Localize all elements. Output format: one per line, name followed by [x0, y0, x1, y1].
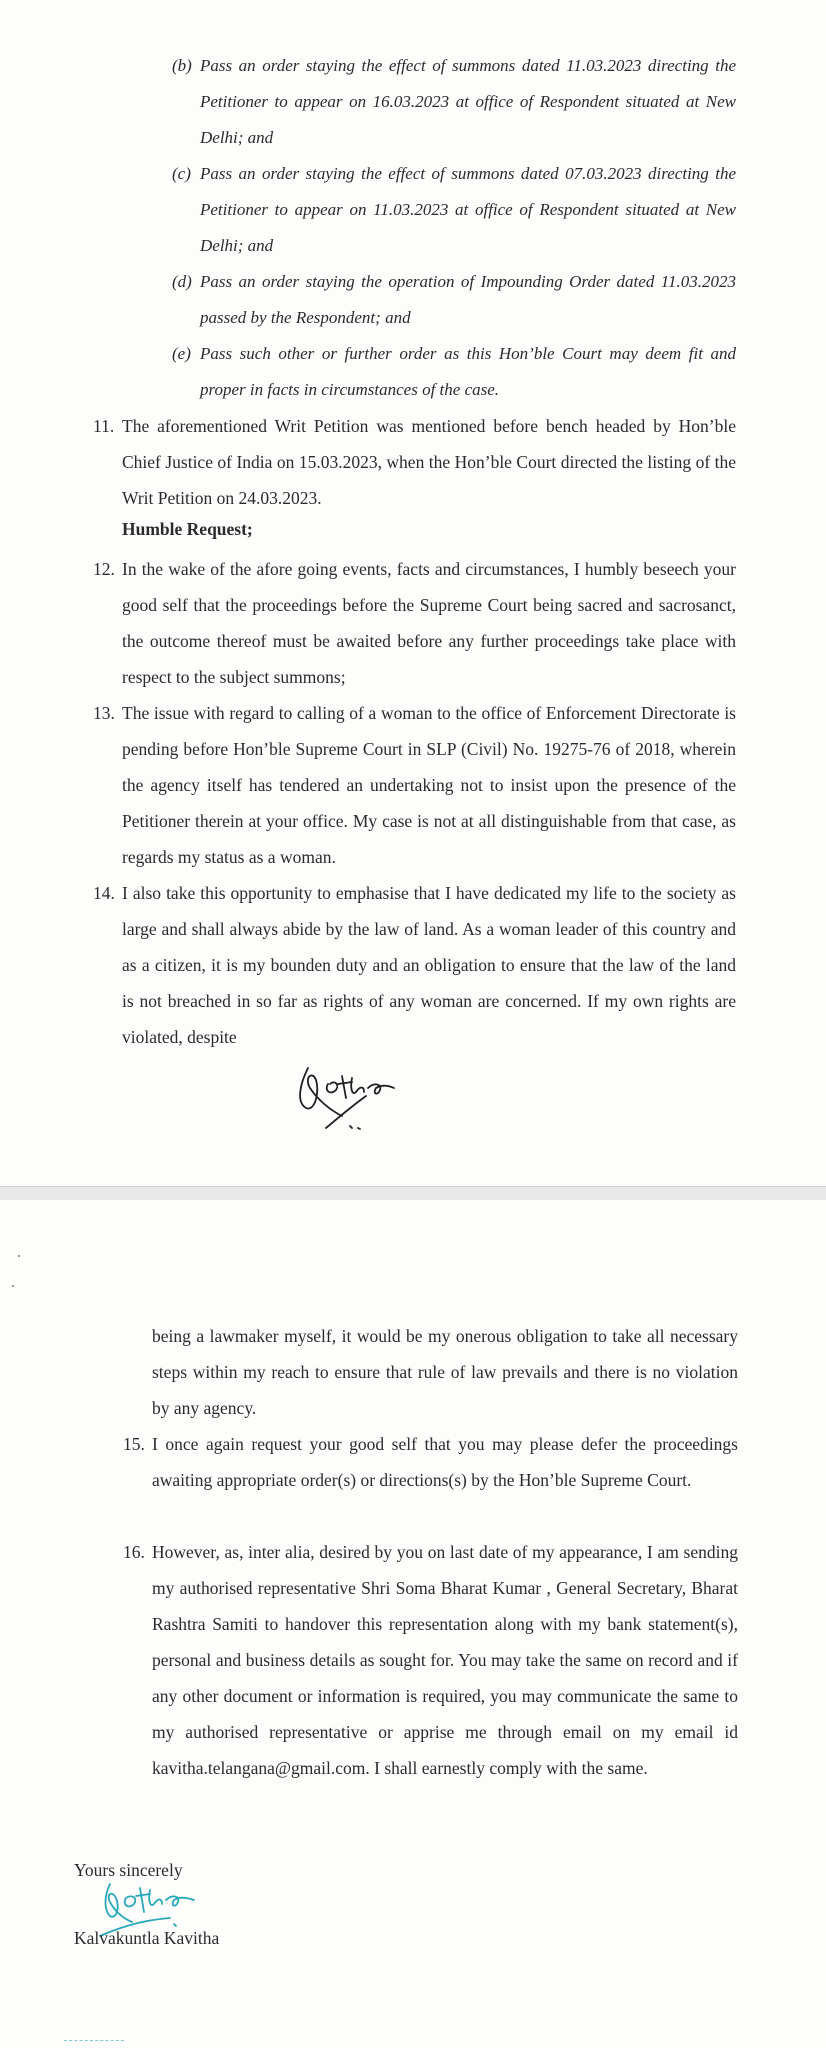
paragraph-14-continued: being a lawmaker myself, it would be my onerous obligation to take all necessary steps within my reach to ensure that rule of law prevails and there is no violation by any agency. [152, 1326, 738, 1418]
paragraph-13 [93, 695, 736, 875]
paragraph-text: In the wake of the afore going events, facts and circumstances, I humbly beseech your good self that the proceedings before the Supreme Court being sacred and sacrosanct, the outcome thereof must be awaited before any further proceedings take place with respect to the subject summons; [122, 559, 736, 687]
speck [18, 1255, 20, 1257]
prayer-c [172, 156, 736, 264]
closing-salutation: Yours sincerely [74, 1860, 183, 1880]
prayer-text: Pass an order staying the effect of summons dated 11.03.2023 directing the Petitioner to appear on 16.03.2023 at office of Respondent situated at New Delhi; and [200, 56, 736, 147]
signature-initials-image [290, 1058, 410, 1138]
paragraph-text: The aforementioned Writ Petition was mentioned before bench headed by Hon’ble Chief Justice of India on 15.03.2023, when the Hon’ble Court directed the listing of the Writ Petition on 24.03.2023. [122, 416, 736, 508]
prayer-text: Pass an order staying the operation of Impounding Order dated 11.03.2023 passed by the Respondent; and [200, 272, 736, 327]
paragraph-16 [123, 1534, 738, 1786]
paragraph-number: 14. [93, 883, 115, 903]
section-heading: Humble Request; [122, 519, 253, 539]
paragraph-number: 16. [123, 1542, 145, 1562]
prayer-text: Pass an order staying the effect of summons dated 07.03.2023 directing the Petitioner to appear on 11.03.2023 at office of Respondent situated at New Delhi; and [200, 164, 736, 255]
prayer-label: (d) [172, 272, 192, 291]
prayer-e [172, 336, 736, 408]
paragraph-number: 12. [93, 559, 115, 579]
paragraph-text: However, as, inter alia, desired by you on last date of my appearance, I am sending my authorised representative Shri Soma Bharat Kumar , General Secretary, Bharat Rashtra Samiti to handover this representation along with my bank statement(s), personal and business details as sought for. You may take the same on record and if any other document or information is required, you may communicate the same to my authorised representative or apprise me through email on my email id kavitha.telangana@gmail.com. I shall earnestly comply with the same. [152, 1542, 738, 1778]
paragraph-text: The issue with regard to calling of a woman to the office of Enforcement Directorate is pending before Hon’ble Supreme Court in SLP (Civil) No. 19275-76 of 2018, wherein the agency itself has tendered an undertaking not to insist upon the presence of the Petitioner therein at your office. My case is not at all distinguishable from that case, as regards my status as a woman. [122, 703, 736, 867]
signatory-name: Kalvakuntla Kavitha [74, 1928, 220, 1948]
paragraph-14 [93, 875, 736, 1055]
prayer-label: (b) [172, 56, 192, 75]
prayer-d [172, 264, 736, 336]
prayer-text: Pass such other or further order as this Hon’ble Court may deem fit and proper in facts in circumstances of the case. [200, 344, 736, 399]
paragraph-15 [123, 1426, 738, 1498]
paragraph-number: 15. [123, 1434, 145, 1454]
paragraph-text: I once again request your good self that you may please defer the proceedings awaiting appropriate order(s) or directions(s) by the Hon’ble Supreme Court. [152, 1434, 738, 1490]
speck [12, 1285, 14, 1287]
bottom-edge-mark [64, 2040, 124, 2045]
paragraph-number: 11. [93, 416, 115, 436]
paragraph-12 [93, 551, 736, 695]
prayer-b [172, 48, 736, 156]
prayer-label: (c) [172, 164, 191, 183]
document-page-2 [0, 1200, 826, 2048]
prayer-label: (e) [172, 344, 191, 363]
paragraph-number: 13. [93, 703, 115, 723]
paragraph-11 [93, 408, 736, 516]
paragraph-text: I also take this opportunity to emphasise that I have dedicated my life to the society as large and shall always abide by the law of land. As a woman leader of this country and as a citizen, it is my bounden duty and an obligation to ensure that the law of the land is not breached in so far as rights of any woman are concerned. If my own rights are violated, despite [122, 883, 736, 1047]
